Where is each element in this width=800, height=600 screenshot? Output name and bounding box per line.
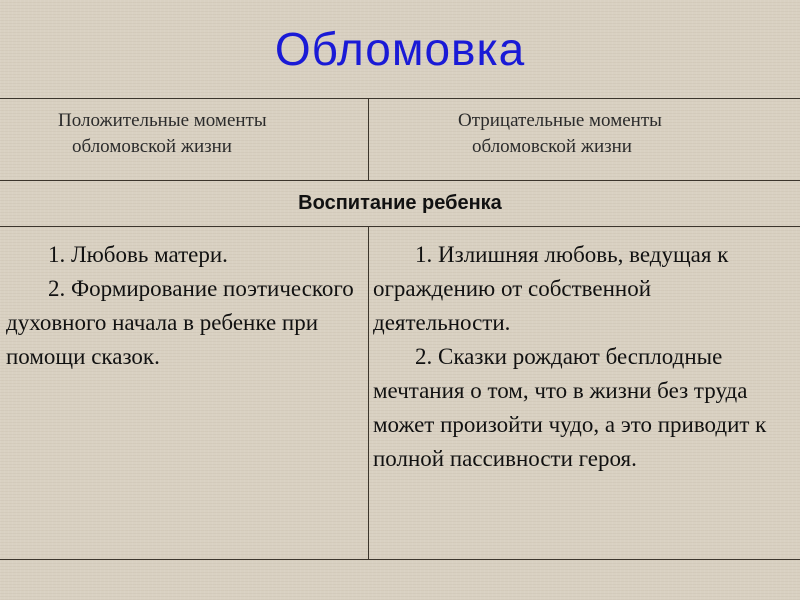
header-negative-line1: Отрицательные моменты [458,110,662,131]
comparison-table [0,98,800,560]
list-item: 1. Любовь матери. [48,242,228,267]
header-positive-line1: Положительные моменты [58,110,267,131]
list-item: 1. Излишняя любовь, ведущая к ограждению от собственной деятельности. [373,242,729,335]
header-negative-line2: обломовской жизни [472,136,632,157]
slide-title: Обломовка [274,23,526,75]
header-divider [0,180,800,181]
negative-list [373,238,788,476]
positive-list [6,238,362,374]
header-positive [58,108,358,160]
section-title: Воспитание ребенка [298,192,502,214]
section-divider [0,226,800,227]
header-positive-line2: обломовской жизни [72,136,232,157]
body-column-divider [368,226,369,560]
table-top-border [0,98,800,99]
header-negative [458,108,788,160]
header-column-divider [368,98,369,180]
list-item: 2. Формирование поэтического духовного начала в ребенке при помощи сказок. [6,276,354,369]
table-bottom-border [0,559,800,560]
list-item: 2. Сказки рождают бесплодные мечтания о том, что в жизни без труда может произойти чудо, а это приводит к полной пассивности героя. [373,344,767,471]
